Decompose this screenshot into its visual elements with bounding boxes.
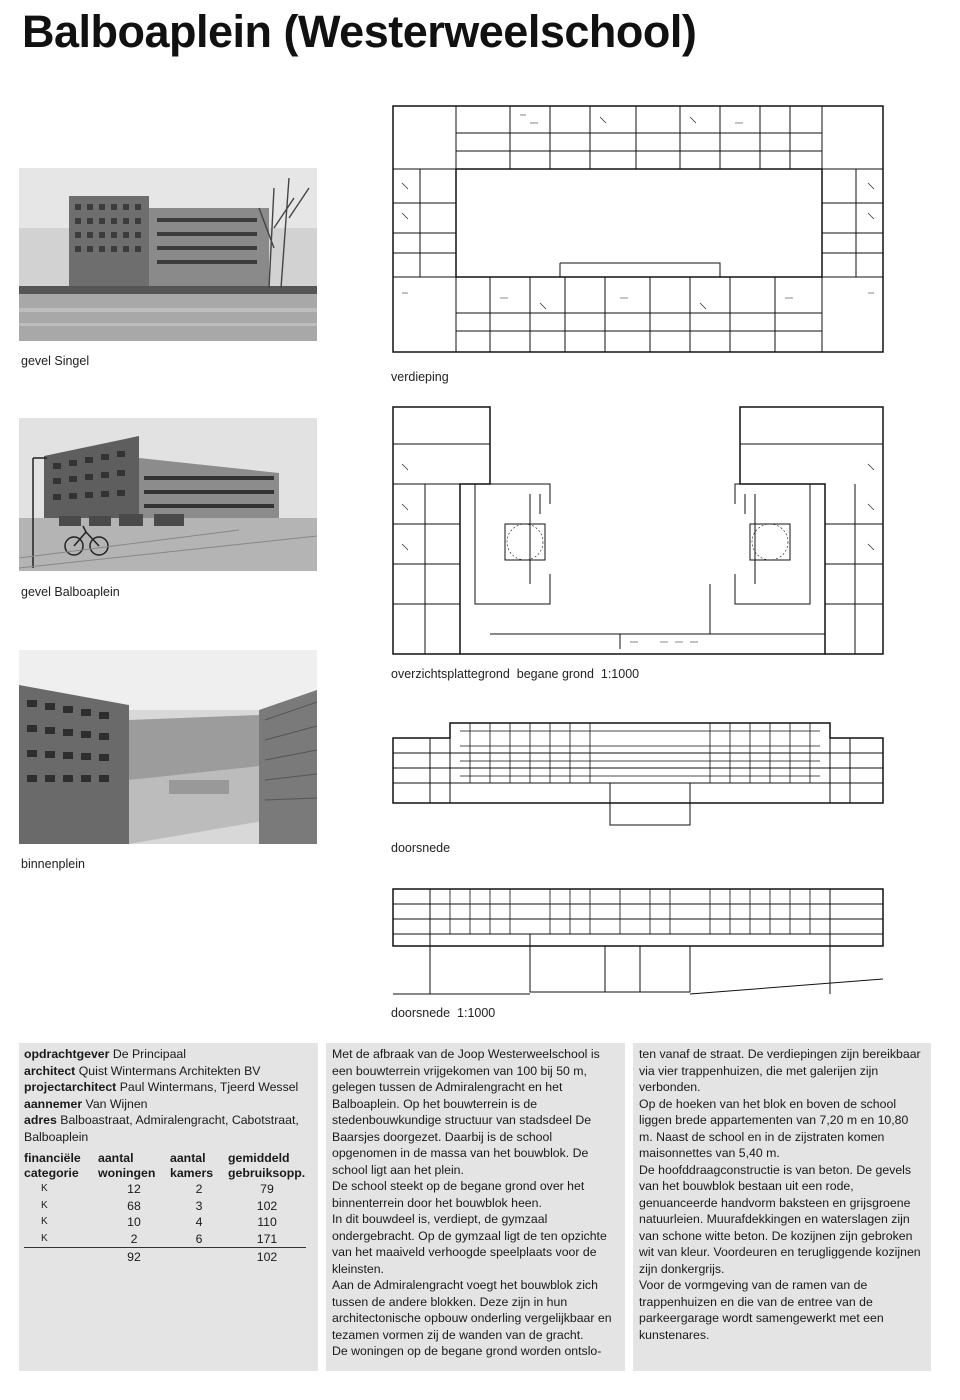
description-text (639, 1046, 925, 1343)
info-label: adres (24, 1113, 57, 1127)
table-cell: K (41, 1216, 48, 1227)
floor-plan-begane-grond (390, 404, 886, 657)
plan-caption: doorsnede 1:1000 (391, 1006, 496, 1020)
paragraph: Voor de vormgeving van de ramen van de trappenhuizen en die van de entree van de parkeergarage wordt samengewerkt met een kunstenares. (639, 1278, 884, 1342)
table-header: aantal kamers (170, 1151, 214, 1180)
table-cell: K (41, 1199, 48, 1211)
paragraph: Op de hoeken van het blok en boven de school liggen brede appartementen van 7,20 m en 10,80 m. Naast de school en in de zijstraten komen maisonnettes van 5,40 m. (639, 1096, 909, 1160)
table-header: aantal woningen (98, 1151, 156, 1180)
table-cell: K (41, 1183, 48, 1194)
info-value: Van Wijnen (85, 1096, 148, 1111)
table-row (24, 1181, 306, 1198)
table-cell (24, 1248, 98, 1266)
table-cell: 3 (195, 1198, 203, 1213)
info-label: projectarchitect (24, 1080, 117, 1094)
info-value: De Principaal (112, 1047, 186, 1061)
project-info-panel (19, 1043, 318, 1371)
photo-caption: gevel Singel (21, 354, 90, 368)
floor-plan-verdieping (390, 103, 886, 355)
info-value: Balboastraat, Admiralengracht, Cabotstraat, Balboaplein (24, 1113, 299, 1144)
table-header: financiële categorie (24, 1151, 81, 1180)
plan-caption: overzichtsplattegrond begane grond 1:1000 (391, 667, 640, 681)
paragraph: De school steekt op de begane grond over het binnenterrein door het bouwblok heen. (332, 1179, 585, 1210)
info-value: Quist Wintermans Architekten BV (78, 1063, 261, 1078)
paragraph: In dit bouwdeel is, verdiept, de gymzaal ondergebracht. Op de gymzaal ligt de ten opzichte van het maaiveld verhoogde speelplaats voor de kleinsten. (332, 1212, 607, 1276)
table-cell: 12 (127, 1182, 141, 1196)
table-cell (170, 1248, 228, 1266)
table-cell: 68 (127, 1198, 141, 1213)
paragraph: De hoofddraagconstructie is van beton. De gevels van het bouwblok bestaan uit een rode, genuanceerde handvorm baksteen en grijsgroene natuurleien. Muurafdekkingen en waterslagen zijn van schone witte beton. De kozijnen zijn gebroken wit van kleur. Voordeuren en terugliggende kozijnen zijn donkergrijs. (639, 1162, 921, 1276)
page-title: Balboaplein (Westerweelschool) (22, 6, 697, 57)
photo-caption: gevel Balboaplein (21, 585, 120, 599)
table-cell: 4 (195, 1215, 203, 1229)
table-cell: 171 (256, 1231, 278, 1246)
table-cell: 110 (257, 1215, 277, 1229)
table-cell: 2 (130, 1231, 138, 1246)
photo-gevel-balboaplein (19, 418, 317, 571)
paragraph: De woningen op de begane grond worden ontslo- (332, 1344, 602, 1358)
photo-binnenplein (19, 650, 317, 844)
info-aannemer (24, 1096, 313, 1113)
description-text (332, 1046, 619, 1360)
table-row (24, 1214, 306, 1231)
info-label: architect (24, 1063, 76, 1078)
table-cell: 79 (260, 1182, 274, 1196)
description-column-1 (326, 1043, 625, 1371)
photo-gevel-singel (19, 168, 317, 341)
table-cell: 102 (256, 1198, 278, 1213)
paragraph: Met de afbraak van de Joop Westerweelschool is een bouwterrein vrijgekomen van 100 bij 50 m, gelegen tussen de Admiralengracht en het Balboaplein. Op het bouwterrein is de stedenbouwkundige structuur van stadsdeel De Baarsjes doorgezet. Daarbij is de school opgenomen in de massa van het bouwblok. De school ligt aan het plein. (332, 1047, 600, 1177)
table-cell: 102 (228, 1248, 306, 1266)
housing-table (24, 1151, 306, 1266)
plan-caption: doorsnede (391, 841, 451, 855)
section-doorsnede-2 (390, 884, 886, 996)
table-cell: 2 (195, 1182, 203, 1196)
info-projectarchitect (24, 1079, 313, 1096)
table-total-row (24, 1248, 306, 1266)
table-row (24, 1198, 306, 1215)
info-opdrachtgever (24, 1046, 313, 1063)
paragraph: Aan de Admiralengracht voegt het bouwblok zich tussen de andere blokken. Deze zijn in hun architectonische opbouw onderling vergelijkbaar en tezamen vormen zij de wanden van de gracht. (332, 1278, 612, 1342)
info-adres (24, 1112, 313, 1145)
table-cell: 6 (195, 1231, 203, 1246)
plan-caption: verdieping (391, 370, 449, 384)
table-cell: 10 (127, 1215, 141, 1229)
table-cell: K (41, 1232, 48, 1244)
photo-caption: binnenplein (21, 857, 85, 871)
section-doorsnede-1 (390, 713, 886, 828)
info-architect (24, 1063, 313, 1080)
table-header-row (24, 1151, 306, 1181)
info-label: opdrachtgever (24, 1047, 110, 1061)
paragraph: ten vanaf de straat. De verdiepingen zijn bereikbaar via vier trappenhuizen, die met galerijen zijn verbonden. (639, 1047, 921, 1094)
table-row (24, 1231, 306, 1248)
description-column-2 (633, 1043, 931, 1371)
info-value: Paul Wintermans, Tjeerd Wessel (119, 1080, 299, 1094)
table-header: gemiddeld gebruiksopp. (228, 1151, 306, 1180)
info-label: aannemer (24, 1096, 83, 1111)
table-cell: 92 (98, 1248, 170, 1266)
